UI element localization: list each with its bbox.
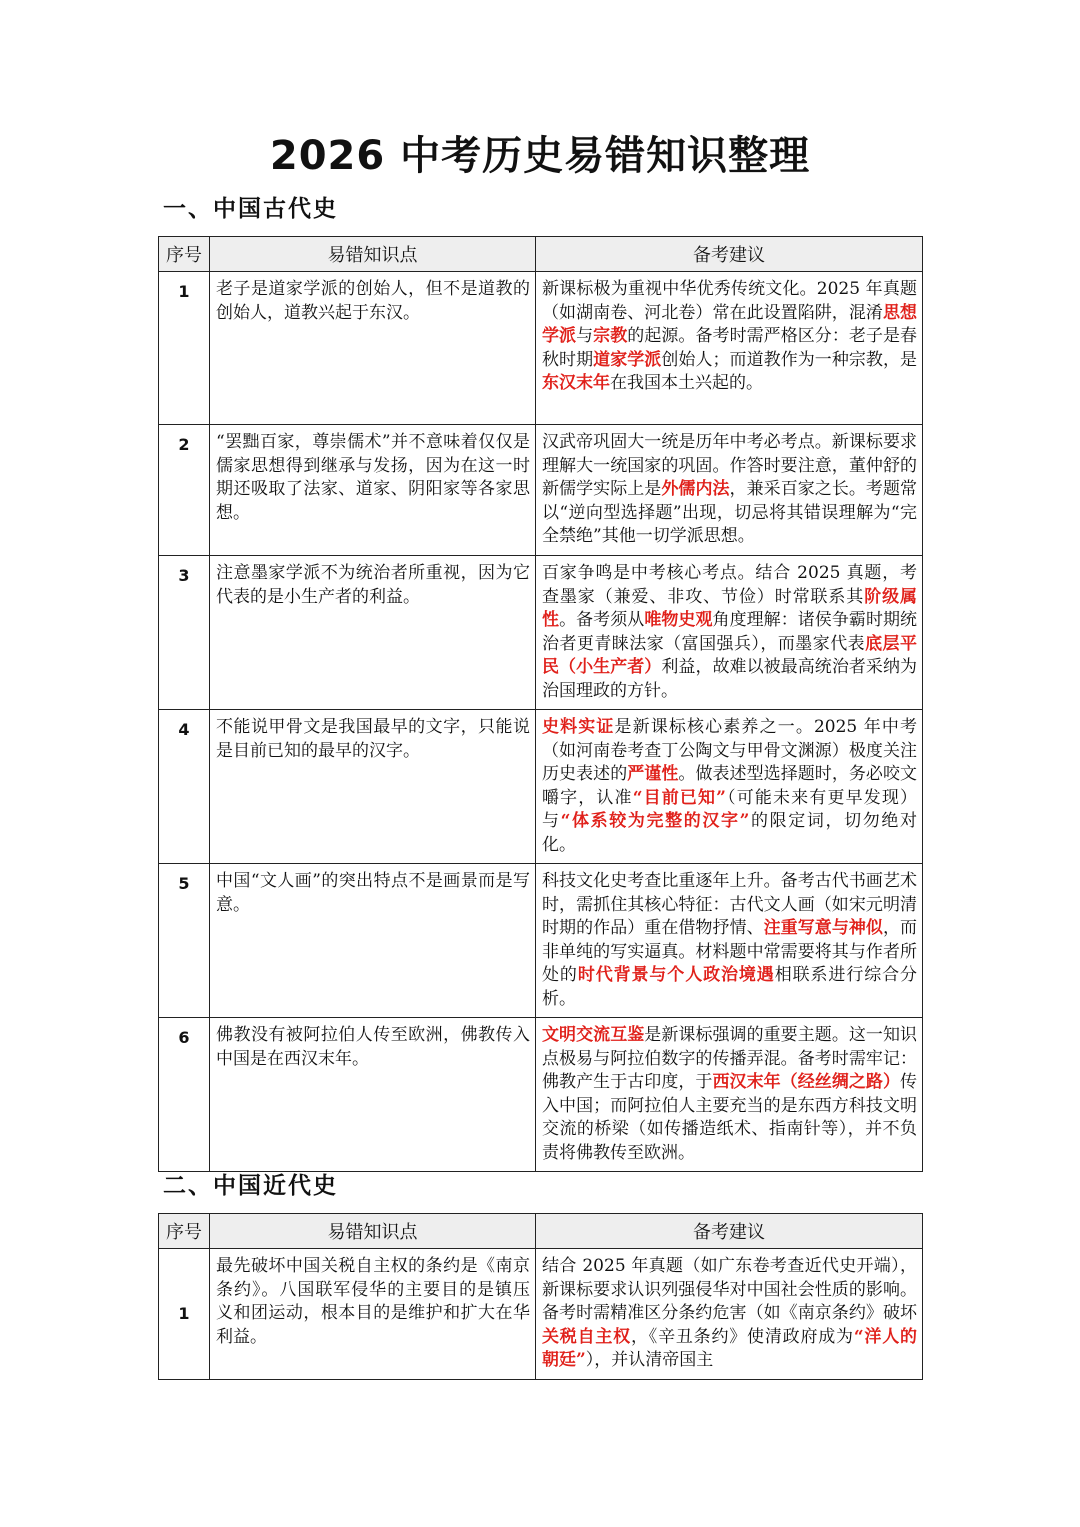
error-point: 老子是道家学派的创始人，但不是道教的创始人，道教兴起于东汉。 bbox=[210, 272, 536, 425]
ancient-history-table bbox=[158, 236, 923, 1172]
highlight-text: 思想学派 bbox=[542, 302, 918, 346]
study-advice bbox=[536, 272, 923, 425]
advice-text: 创始人；而道教作为一种宗教，是 bbox=[661, 349, 918, 370]
table-row bbox=[159, 272, 923, 425]
highlight-text: 宗教 bbox=[593, 326, 628, 346]
highlight-text: 严谨性 bbox=[627, 764, 679, 784]
highlight-text: 史料实证 bbox=[542, 717, 615, 737]
advice-text: ，兼采百家之长。考题常以“逆向型选择题”出现，切忌将其错误理解为“完全禁绝”其他一切学派思想。 bbox=[542, 479, 918, 546]
highlight-text: 文明交流互鉴 bbox=[542, 1025, 645, 1045]
advice-text: ，《辛丑条约》使清政府成为 bbox=[630, 1326, 854, 1347]
table-row bbox=[159, 710, 923, 864]
highlight-text: 注重写意与神似 bbox=[763, 918, 883, 938]
highlight-text: 阶级属性 bbox=[542, 586, 918, 630]
advice-text: 角度理解：诸侯争霸时期统治者更青睐法家（富国强兵），而墨家代表 bbox=[542, 610, 918, 654]
table-header-row bbox=[159, 237, 923, 272]
advice-text: 百家争鸣是中考核心考点。结合 2025 真题，考查墨家（兼爱、非攻、节俭）时常联系其 bbox=[542, 563, 917, 607]
header-point: 易错知识点 bbox=[210, 1214, 536, 1249]
highlight-text: 道家学派 bbox=[593, 349, 662, 370]
error-point: 佛教没有被阿拉伯人传至欧洲，佛教传入中国是在西汉末年。 bbox=[210, 1018, 536, 1172]
advice-text: 结合 2025 年真题（如广东卷考查近代史开端），新课标要求认识列强侵华对中国社会性质的影响。备考时需精准区分条约危害（如《南京条约》破坏 bbox=[542, 1256, 917, 1323]
study-advice bbox=[536, 1018, 923, 1172]
row-number: 1 bbox=[159, 272, 210, 425]
advice-text: 汉武帝巩固大一统是历年中考必考点。新课标要求理解大一统国家的巩固。作答时要注意，董仲舒的新儒学实际上是 bbox=[542, 432, 917, 499]
advice-text: 在我国本土兴起的。 bbox=[610, 373, 763, 393]
advice-text: 相联系进行综合分析。 bbox=[542, 965, 918, 1009]
highlight-text: 西汉末年（经丝绸之路） bbox=[712, 1072, 901, 1092]
advice-text: （可能未来有更早发现）与 bbox=[542, 787, 918, 831]
study-advice bbox=[536, 425, 923, 556]
highlight-text: 关税自主权 bbox=[542, 1326, 631, 1347]
highlight-text: 唯物史观 bbox=[644, 610, 713, 630]
section-title-modern: 二、中国近代史 bbox=[163, 1172, 338, 1199]
highlight-text: 时代背景与个人政治境遇 bbox=[577, 965, 775, 985]
modern-history-table bbox=[158, 1213, 923, 1380]
advice-text: 是新课标核心素养之一。2025 年中考（如河南卷考查丁公陶文与甲骨文渊源）极度关注历史表述的 bbox=[542, 717, 918, 784]
advice-text: 科技文化史考查比重逐年上升。备考古代书画艺术时，需抓住其核心特征：古代文人画（如宋元明清时期的作品）重在借物抒情、 bbox=[542, 871, 917, 938]
row-number: 3 bbox=[159, 556, 210, 710]
advice-text: ，而非单纯的写实逼真。材料题中常需要将其与作者所处的 bbox=[542, 918, 918, 985]
header-advice: 备考建议 bbox=[536, 1214, 923, 1249]
advice-text: ），并认清帝国主 bbox=[585, 1350, 714, 1370]
study-advice bbox=[536, 864, 923, 1018]
error-point: 最先破坏中国关税自主权的条约是《南京条约》。八国联军侵华的主要目的是镇压义和团运动，根本目的是维护和扩大在华利益。 bbox=[210, 1249, 536, 1380]
error-point: 不能说甲骨文是我国最早的文字，只能说是目前已知的最早的汉字。 bbox=[210, 710, 536, 864]
section-title-ancient: 一、中国古代史 bbox=[163, 195, 338, 222]
highlight-text: “体系较为完整的汉字” bbox=[560, 811, 750, 831]
highlight-text: “目前已知” bbox=[632, 787, 726, 808]
table-header-row bbox=[159, 1214, 923, 1249]
error-point: “罢黜百家，尊崇儒术”并不意味着仅仅是儒家思想得到继承与发扬，因为在这一时期还吸取了法家、道家、阴阳家等各家思想。 bbox=[210, 425, 536, 556]
page-title: 2026 中考历史易错知识整理 bbox=[269, 133, 811, 179]
advice-text: 是新课标强调的重要主题。这一知识点极易与阿拉伯数字的传播弄混。备考时需牢记：佛教产生于古印度，于 bbox=[542, 1025, 918, 1092]
advice-text: 传入中国；而阿拉伯人主要充当的是东西方科技文明交流的桥梁（如传播造纸术、指南针等），并不负责将佛教传至欧洲。 bbox=[542, 1072, 918, 1163]
table-row bbox=[159, 1018, 923, 1172]
header-num: 序号 bbox=[159, 237, 210, 272]
advice-text: 新课标极为重视中华优秀传统文化。2025 年真题（如湖南卷、河北卷）常在此设置陷阱，混淆 bbox=[542, 279, 917, 323]
study-advice bbox=[536, 556, 923, 710]
row-number: 6 bbox=[159, 1018, 210, 1172]
table-row bbox=[159, 864, 923, 1018]
header-num: 序号 bbox=[159, 1214, 210, 1249]
advice-text: 的限定词，切勿绝对化。 bbox=[542, 811, 918, 855]
study-advice bbox=[536, 710, 923, 864]
highlight-text: 底层平民（小生产者） bbox=[542, 633, 918, 677]
error-point: 中国“文人画”的突出特点不是画景而是写意。 bbox=[210, 864, 536, 1018]
header-point: 易错知识点 bbox=[210, 237, 536, 272]
row-number: 5 bbox=[159, 864, 210, 1018]
error-point: 注意墨家学派不为统治者所重视，因为它代表的是小生产者的利益。 bbox=[210, 556, 536, 710]
advice-text: 与 bbox=[576, 326, 594, 346]
header-advice: 备考建议 bbox=[536, 237, 923, 272]
study-advice bbox=[536, 1249, 923, 1380]
table-row bbox=[159, 1249, 923, 1380]
row-number: 2 bbox=[159, 425, 210, 556]
table-row bbox=[159, 425, 923, 556]
advice-text: 的起源。备考时需严格区分：老子是春秋时期 bbox=[542, 326, 918, 370]
advice-text: 利益，故难以被最高统治者采纳为治国理政的方针。 bbox=[542, 657, 918, 701]
highlight-text: 外儒内法 bbox=[661, 479, 730, 499]
advice-text: 。做表述型选择题时，务必咬文嚼字，认准 bbox=[542, 764, 918, 808]
row-number: 1 bbox=[159, 1249, 210, 1380]
highlight-text: “洋人的朝廷” bbox=[542, 1326, 918, 1370]
highlight-text: 东汉末年 bbox=[542, 373, 610, 393]
row-number: 4 bbox=[159, 710, 210, 864]
advice-text: 。备考须从 bbox=[559, 610, 645, 630]
table-row bbox=[159, 556, 923, 710]
